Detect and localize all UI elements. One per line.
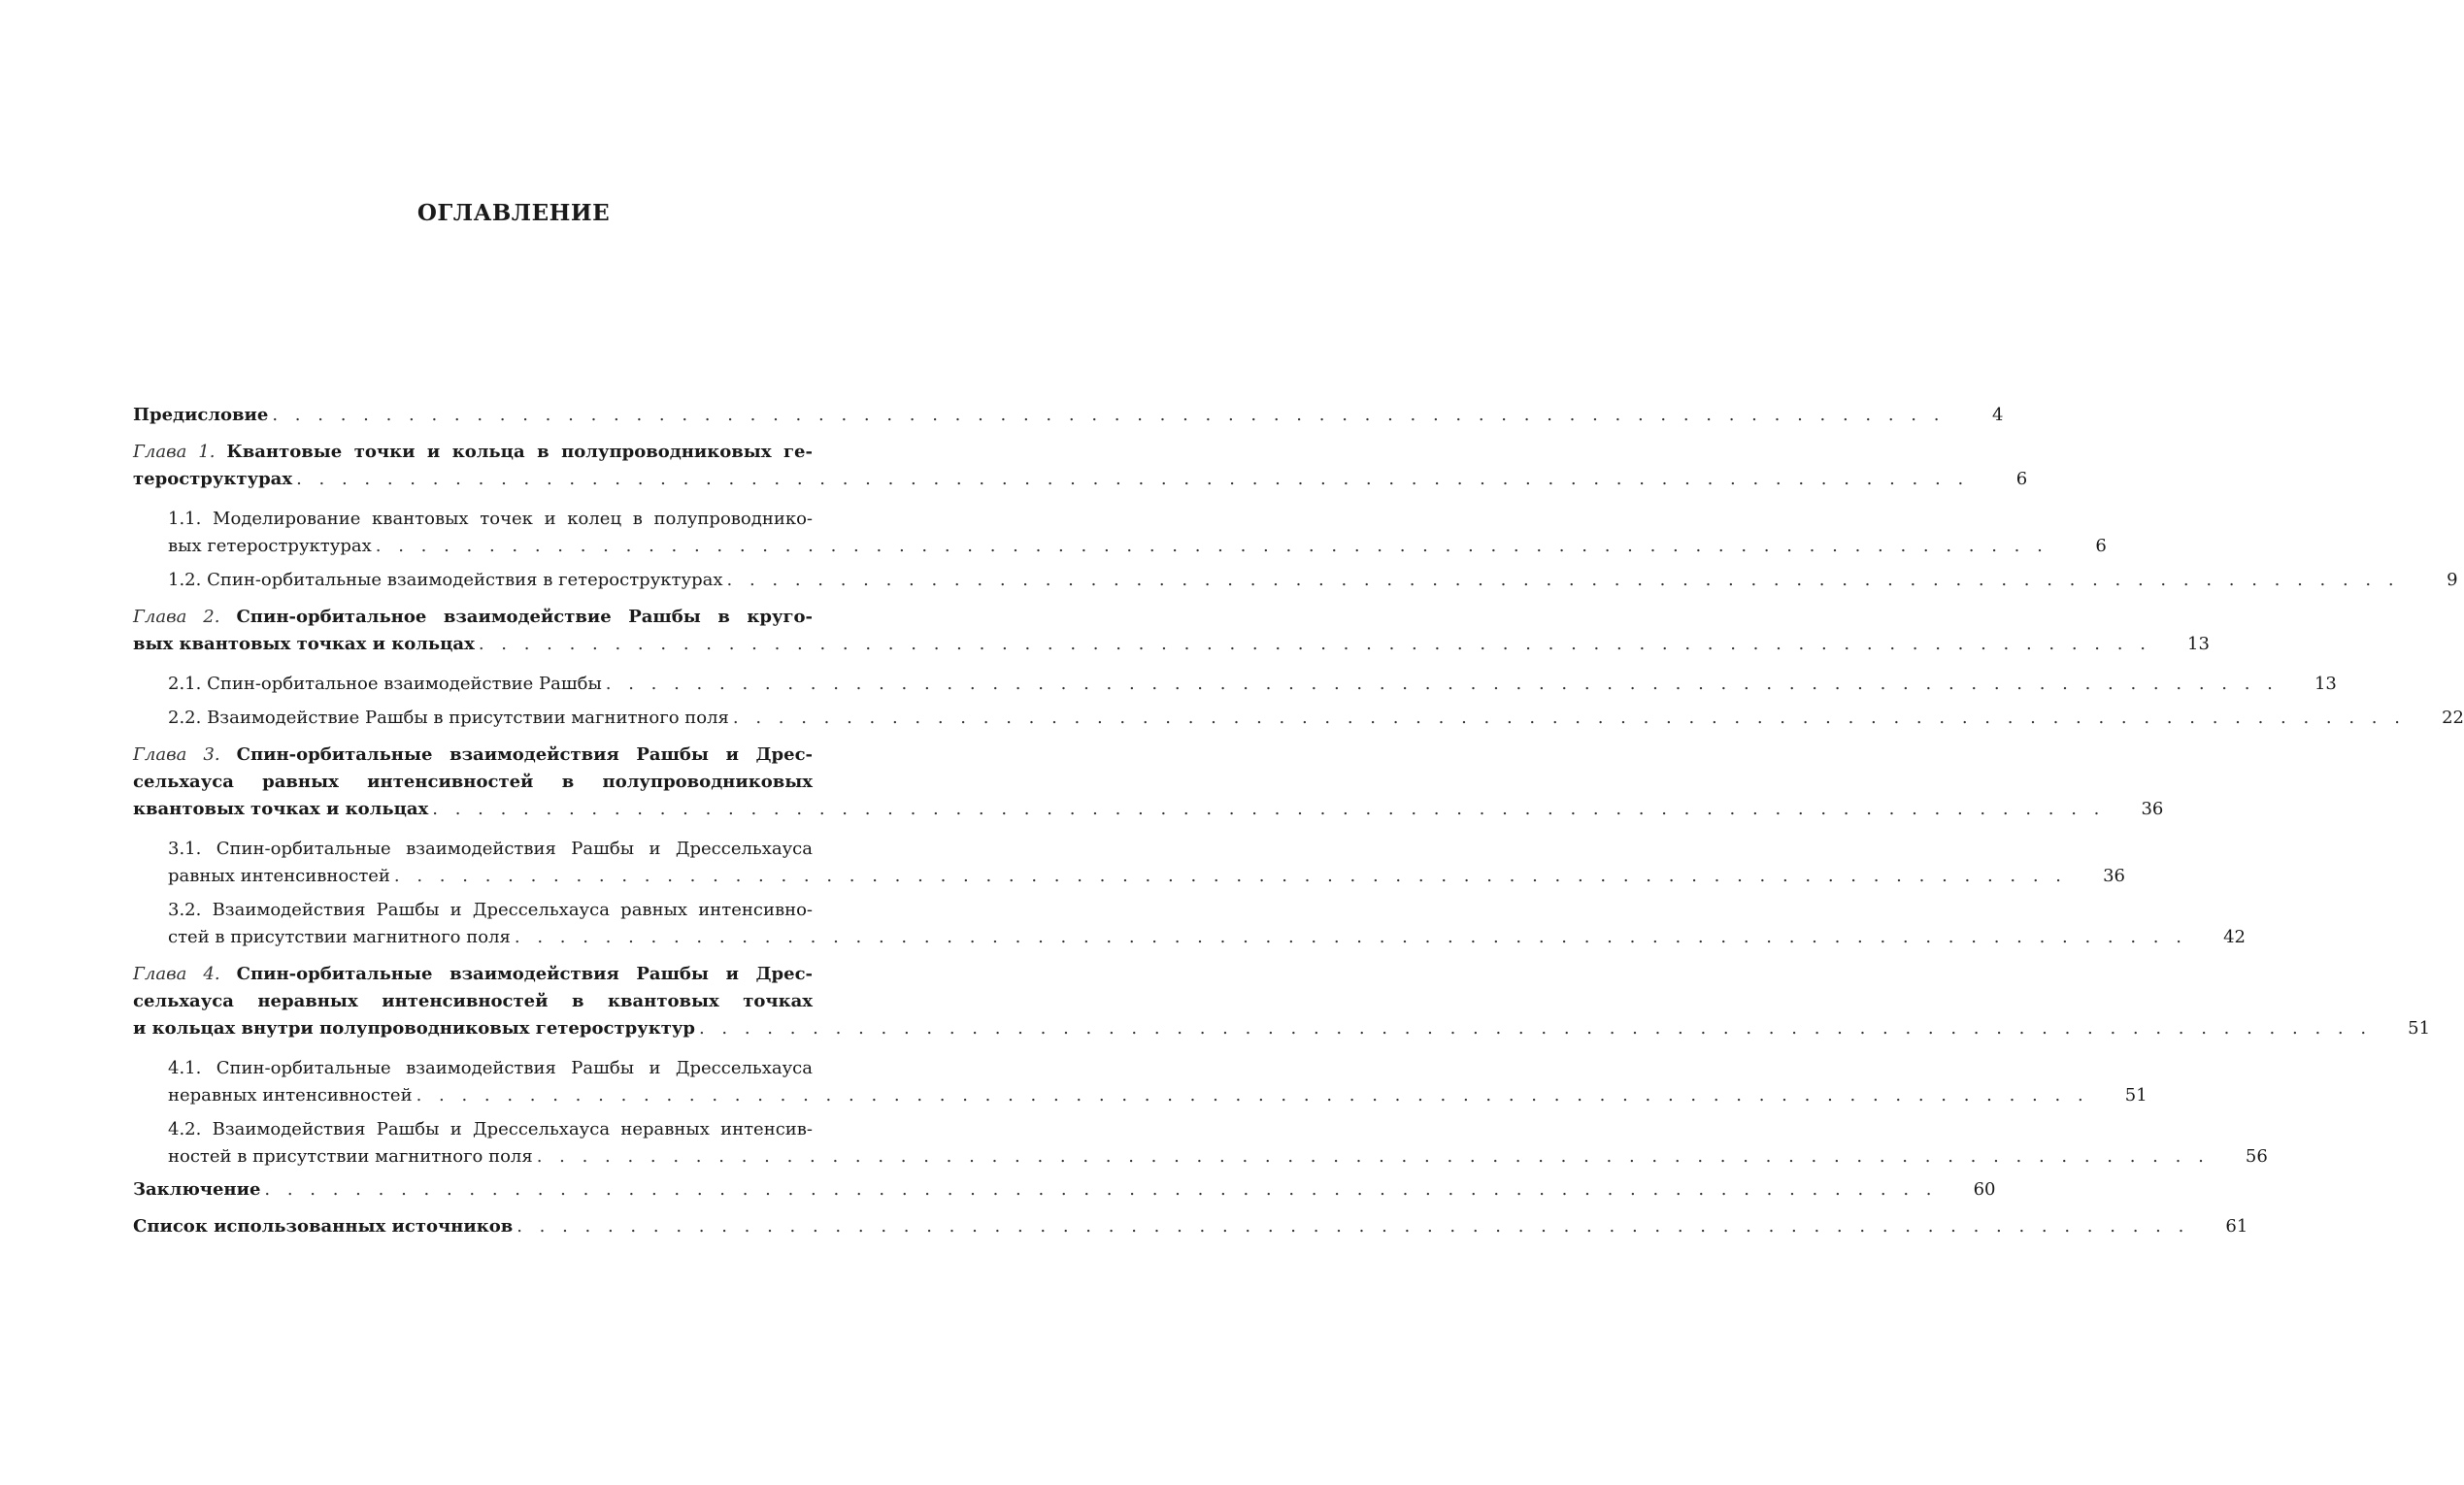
page-number: 13	[2314, 674, 2337, 694]
page-number: 9	[2447, 570, 2458, 590]
page-number: 42	[2223, 927, 2246, 947]
leader-dots: . . . . . . . . . . . . . . . . . . . . . . . . . . . . . . . . . . . . . . . . . . . . . . . . . . . . . . . . . . . . . . . . . . . . . . . . . .	[393, 866, 2068, 886]
chapter-prefix: Глава 2.	[133, 607, 220, 627]
section-title-line: 2.2. Взаимодействие Рашбы в присутствии магнитного поля	[168, 708, 729, 728]
table-of-contents	[133, 400, 2464, 1240]
toc-entry-references[interactable]	[133, 1213, 2248, 1240]
chapter-title-line: вых квантовых точках и кольцах	[133, 634, 475, 654]
leader-dots: . . . . . . . . . . . . . . . . . . . . . . . . . . . . . . . . . . . . . . . . . . . . . . . . . . . . . . . . . . . . . . . . . . . . . . . . . .	[264, 1179, 1938, 1200]
toc-entry-section-1-2[interactable]	[168, 567, 2458, 594]
section-title-line: стей в присутствии магнитного поля	[168, 927, 511, 947]
page-title: ОГЛАВЛЕНИЕ	[416, 200, 611, 226]
toc-entry-section-4-2[interactable]	[168, 1116, 2268, 1171]
section-title-line: 1.1. Моделирование квантовых точек и колец в полупроводнико-	[168, 509, 813, 529]
section-title-line: 2.1. Спин-орбитальное взаимодействие Рашбы	[168, 674, 602, 694]
leader-dots: . . . . . . . . . . . . . . . . . . . . . . . . . . . . . . . . . . . . . . . . . . . . . . . . . . . . . . . . . . . . . . . . . . . . . . . . . .	[296, 469, 1970, 489]
page-number: 6	[2095, 536, 2107, 556]
page-number: 61	[2225, 1216, 2248, 1237]
page-number: 56	[2245, 1146, 2268, 1167]
chapter-title-line: Квантовые точки и кольца в полупроводниковых ге-	[226, 442, 813, 462]
section-title-line: 4.1. Спин-орбитальные взаимодействия Рашбы и Дрессельхауса	[168, 1058, 813, 1078]
section-title-line: ностей в присутствии магнитного поля	[168, 1146, 533, 1167]
toc-entry-section-4-1[interactable]	[168, 1055, 2148, 1109]
chapter-prefix: Глава 3.	[133, 744, 220, 765]
leader-dots: . . . . . . . . . . . . . . . . . . . . . . . . . . . . . . . . . . . . . . . . . . . . . . . . . . . . . . . . . . . . . . . . . . . . . . . . . .	[698, 1018, 2373, 1039]
chapter-title-line: сельхауса неравных интенсивностей в квантовых точках	[133, 991, 813, 1011]
toc-entry-chapter-3[interactable]	[133, 742, 2164, 823]
section-title-line: 4.2. Взаимодействия Рашбы и Дрессельхауса неравных интенсив-	[168, 1119, 813, 1139]
toc-entry-section-3-2[interactable]	[168, 897, 2246, 951]
section-title-line: 3.1. Спин-орбитальные взаимодействия Рашбы и Дрессельхауса	[168, 839, 813, 859]
toc-entry-section-1-1[interactable]	[168, 506, 2107, 560]
chapter-title-line: Спин-орбитальные взаимодействия Рашбы и Дрес-	[236, 744, 814, 765]
section-title-line: равных интенсивностей	[168, 866, 390, 886]
toc-entry-conclusion[interactable]	[133, 1176, 1996, 1204]
page-number: 36	[2141, 799, 2164, 819]
section-title-line: вых гетероструктурах	[168, 536, 372, 556]
toc-entry-chapter-1[interactable]	[133, 439, 2028, 493]
toc-entry-section-2-1[interactable]	[168, 671, 2337, 698]
chapter-title-line: и кольцах внутри полупроводниковых гетероструктур	[133, 1018, 695, 1039]
chapter-prefix: Глава 4.	[133, 964, 220, 984]
toc-entry-chapter-4[interactable]	[133, 961, 2431, 1042]
section-title-line: 1.2. Спин-орбитальные взаимодействия в гетероструктурах	[168, 570, 723, 590]
toc-entry-chapter-2[interactable]	[133, 604, 2210, 658]
leader-dots: . . . . . . . . . . . . . . . . . . . . . . . . . . . . . . . . . . . . . . . . . . . . . . . . . . . . . . . . . . . . . . . . . . . . . . . . . .	[416, 1085, 2089, 1106]
chapter-title-line: Спин-орбитальное взаимодействие Рашбы в круго-	[236, 607, 813, 627]
page-number: 51	[2408, 1018, 2431, 1039]
chapter-prefix: Глава 1.	[133, 442, 216, 462]
toc-entry-preface[interactable]	[133, 402, 2004, 429]
toc-label: Список использованных источников	[133, 1216, 514, 1237]
page-number: 6	[2015, 469, 2028, 489]
leader-dots: . . . . . . . . . . . . . . . . . . . . . . . . . . . . . . . . . . . . . . . . . . . . . . . . . . . . . . . . . . . . . . . . . . . . . . . . . .	[605, 674, 2279, 694]
page-number: 22	[2442, 708, 2464, 728]
page-number: 51	[2124, 1085, 2148, 1106]
chapter-title-line: тероструктурах	[133, 469, 293, 489]
chapter-title-line: Спин-орбитальные взаимодействия Рашбы и Дрес-	[236, 964, 814, 984]
toc-entry-section-2-2[interactable]	[168, 705, 2464, 732]
page-number: 4	[1992, 405, 2004, 425]
section-title-line: 3.2. Взаимодействия Рашбы и Дрессельхауса равных интенсивно-	[168, 900, 813, 920]
page-number: 36	[2103, 866, 2126, 886]
leader-dots: . . . . . . . . . . . . . . . . . . . . . . . . . . . . . . . . . . . . . . . . . . . . . . . . . . . . . . . . . . . . . . . . . . . . . . . . . .	[375, 536, 2048, 556]
toc-label: Предисловие	[133, 405, 269, 425]
chapter-title-line: квантовых точках и кольцах	[133, 799, 429, 819]
section-title-line: неравных интенсивностей	[168, 1085, 413, 1106]
leader-dots: . . . . . . . . . . . . . . . . . . . . . . . . . . . . . . . . . . . . . . . . . . . . . . . . . . . . . . . . . . . . . . . . . . . . . . . . . .	[478, 634, 2151, 654]
leader-dots: . . . . . . . . . . . . . . . . . . . . . . . . . . . . . . . . . . . . . . . . . . . . . . . . . . . . . . . . . . . . . . . . . . . . . . . . . .	[432, 799, 2106, 819]
toc-entry-section-3-1[interactable]	[168, 836, 2126, 890]
toc-label: Заключение	[133, 1179, 261, 1200]
page-number: 60	[1973, 1179, 1996, 1200]
page-number: 13	[2187, 634, 2210, 654]
leader-dots: . . . . . . . . . . . . . . . . . . . . . . . . . . . . . . . . . . . . . . . . . . . . . . . . . . . . . . . . . . . . . . . . . . . . . . . . . .	[536, 1146, 2210, 1167]
chapter-title-line: сельхауса равных интенсивностей в полупроводниковых	[133, 772, 813, 792]
leader-dots: . . . . . . . . . . . . . . . . . . . . . . . . . . . . . . . . . . . . . . . . . . . . . . . . . . . . . . . . . . . . . . . . . . . . . . . . . .	[726, 570, 2400, 590]
leader-dots: . . . . . . . . . . . . . . . . . . . . . . . . . . . . . . . . . . . . . . . . . . . . . . . . . . . . . . . . . . . . . . . . . . . . . . . . . .	[272, 405, 1946, 425]
leader-dots: . . . . . . . . . . . . . . . . . . . . . . . . . . . . . . . . . . . . . . . . . . . . . . . . . . . . . . . . . . . . . . . . . . . . . . . . . .	[514, 927, 2187, 947]
leader-dots: . . . . . . . . . . . . . . . . . . . . . . . . . . . . . . . . . . . . . . . . . . . . . . . . . . . . . . . . . . . . . . . . . . . . . . . . . .	[516, 1216, 2190, 1237]
leader-dots: . . . . . . . . . . . . . . . . . . . . . . . . . . . . . . . . . . . . . . . . . . . . . . . . . . . . . . . . . . . . . . . . . . . . . . . . . .	[732, 708, 2406, 728]
